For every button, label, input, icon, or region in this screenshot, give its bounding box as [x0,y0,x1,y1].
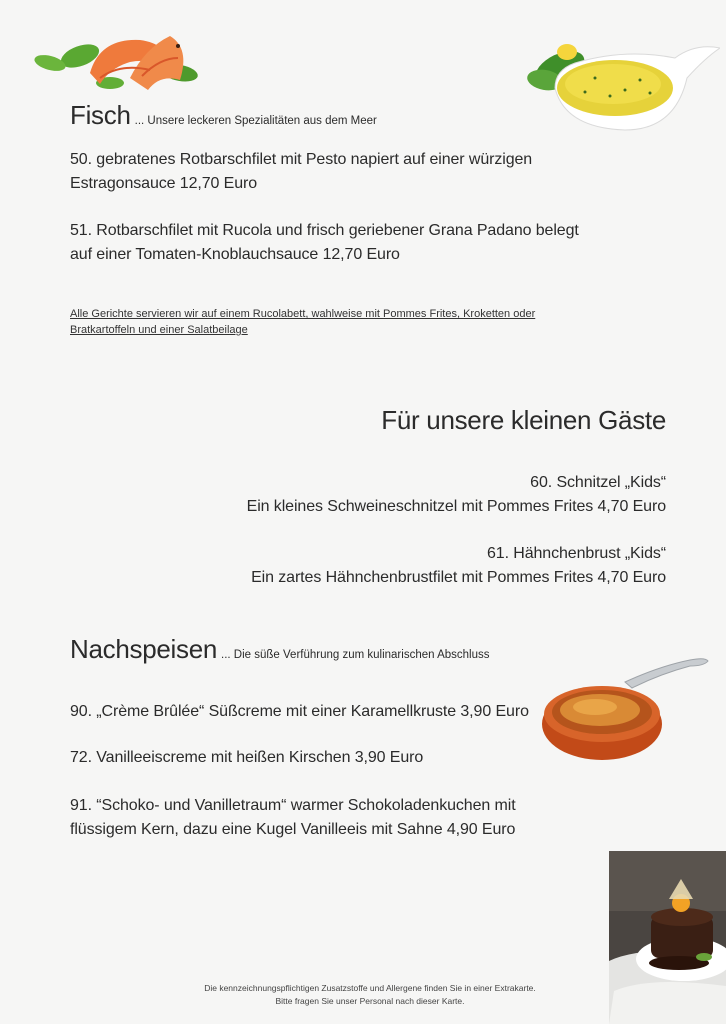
menu-item [166,542,666,590]
fisch-title: Fisch [70,100,131,130]
menu-item [166,471,666,519]
menu-item [70,700,540,724]
creme-brulee-dish-image [540,652,712,764]
menu-item-line: flüssigem Kern, dazu eine Kugel Vanilleeis mit Sahne 4,90 Euro [70,821,516,838]
kinder-title: Für unsere kleinen Gäste [381,405,666,435]
menu-item-line: Estragonsauce 12,70 Euro [70,175,258,192]
menu-item-desc: Ein zartes Hähnchenbrustfilet mit Pommes Frites 4,70 Euro [251,569,666,586]
chocolate-lava-cake-image [609,851,726,1024]
menu-item [70,794,570,842]
nachspeisen-subtitle: ... Die süße Verführung zum kulinarischen Abschluss [221,649,490,661]
footer-line: Bitte fragen Sie unser Personal nach dieser Karte. [275,996,465,1006]
note-line: Alle Gerichte servieren wir auf einem Rucolabett, wahlweise mit Pommes Frites, Kroketten oder [70,308,536,320]
menu-item [70,219,630,267]
allergen-footer [170,982,570,1008]
menu-item-name: 61. Hähnchenbrust „Kids“ [486,545,666,562]
footer-line: Die kennzeichnungspflichtigen Zusatzstoffe und Allergene finden Sie in einer Extrakarte. [204,983,536,993]
herb-sauce-boat-image [515,18,720,143]
side-dish-note [70,306,630,338]
note-line: Bratkartoffeln und einer Salatbeilage [70,324,248,336]
menu-item [70,148,610,196]
menu-item-line: auf einer Tomaten-Knoblauchsauce 12,70 Euro [70,246,400,263]
menu-item-line: 51. Rotbarschfilet mit Rucola und frisch geriebener Grana Padano belegt [70,222,579,239]
menu-item [70,746,540,770]
menu-item-line: 91. “Schoko- und Vanilletraum“ warmer Schokoladenkuchen mit [70,797,516,814]
shrimp-garnish-image [30,18,205,103]
nachspeisen-title: Nachspeisen [70,634,218,664]
menu-item-line: 72. Vanilleeiscreme mit heißen Kirschen 3,90 Euro [70,749,424,766]
menu-item-line: 50. gebratenes Rotbarschfilet mit Pesto napiert auf einer würzigen [70,151,533,168]
fisch-subtitle: ... Unsere leckeren Spezialitäten aus dem Meer [134,115,377,127]
menu-item-line: 90. „Crème Brûlée“ Süßcreme mit einer Karamellkruste 3,90 Euro [70,703,529,720]
menu-item-desc: Ein kleines Schweineschnitzel mit Pommes Frites 4,70 Euro [246,498,666,515]
menu-item-name: 60. Schnitzel „Kids“ [530,474,666,491]
